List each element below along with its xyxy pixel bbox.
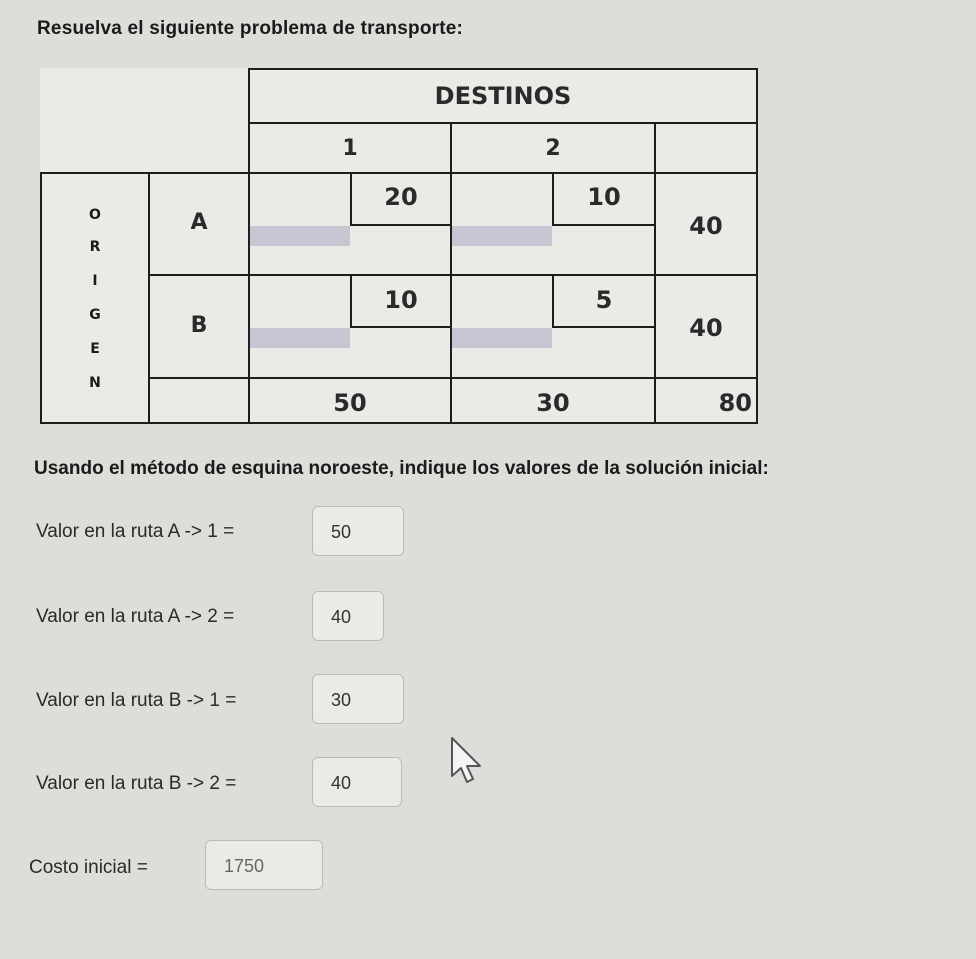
origin-letter: G bbox=[89, 307, 101, 323]
dest-label-1: 1 bbox=[342, 136, 358, 161]
problem-title: Resuelva el siguiente problema de transporte: bbox=[37, 18, 464, 39]
origin-letter: O bbox=[89, 207, 101, 223]
cost-a1: 20 bbox=[384, 183, 418, 211]
cost-label: Costo inicial = bbox=[29, 857, 148, 878]
total: 80 bbox=[718, 389, 752, 417]
answer-input-a2[interactable]: 40 bbox=[312, 591, 384, 641]
answer-label-a1: Valor en la ruta A -> 1 = bbox=[36, 521, 235, 542]
question-text: Usando el método de esquina noroeste, indique los valores de la solución inicial: bbox=[34, 458, 769, 479]
cost-b1: 10 bbox=[384, 286, 418, 314]
transport-table bbox=[40, 68, 758, 424]
answer-label-b2: Valor en la ruta B -> 2 = bbox=[36, 773, 237, 794]
cost-input[interactable]: 1750 bbox=[205, 840, 323, 890]
supply-a: 40 bbox=[689, 212, 723, 240]
supply-b: 40 bbox=[689, 314, 723, 342]
origin-letter: R bbox=[89, 239, 101, 255]
mouse-pointer-icon bbox=[450, 736, 486, 788]
row-label-a: A bbox=[190, 210, 208, 235]
dest-label-2: 2 bbox=[545, 136, 561, 161]
row-label-b: B bbox=[190, 313, 208, 338]
answer-input-b2[interactable]: 40 bbox=[312, 757, 402, 807]
origin-letter: N bbox=[89, 375, 101, 391]
answer-input-b1[interactable]: 30 bbox=[312, 674, 404, 724]
demand-1: 50 bbox=[333, 389, 367, 417]
cost-b2: 5 bbox=[595, 286, 613, 314]
answer-label-a2: Valor en la ruta A -> 2 = bbox=[36, 606, 235, 627]
destinos-header: DESTINOS bbox=[434, 82, 572, 110]
origin-letter: I bbox=[92, 273, 98, 289]
cost-a2: 10 bbox=[587, 183, 621, 211]
answer-input-a1[interactable]: 50 bbox=[312, 506, 404, 556]
demand-2: 30 bbox=[536, 389, 570, 417]
answer-label-b1: Valor en la ruta B -> 1 = bbox=[36, 690, 237, 711]
origin-letter: E bbox=[90, 341, 100, 357]
